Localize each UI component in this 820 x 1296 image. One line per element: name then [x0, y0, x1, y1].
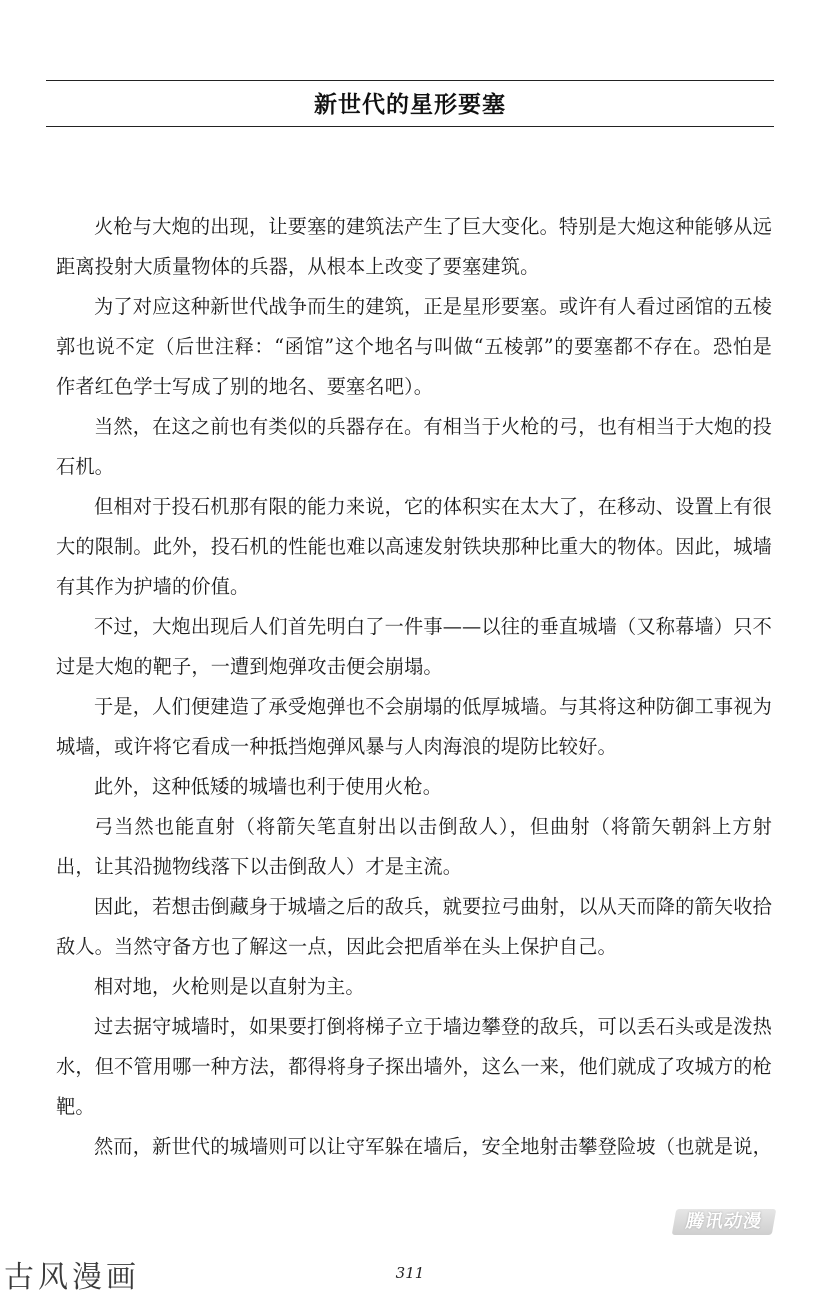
paragraph: 不过，大炮出现后人们首先明白了一件事——以往的垂直城墙（又称幕墙）只不过是大炮的靶子，一遭到炮弹攻击便会崩塌。	[56, 615, 772, 678]
paragraph: 相对地，火枪则是以直射为主。	[94, 975, 365, 998]
paragraph: 但相对于投石机那有限的能力来说，它的体积实在太大了，在移动、设置上有很大的限制。此外，投石机的性能也难以高速发射铁块那种比重大的物体。因此，城墙有其作为护墙的价值。	[56, 495, 772, 598]
paragraph: 此外，这种低矮的城墙也利于使用火枪。	[94, 775, 443, 798]
title-rule-top	[46, 80, 774, 81]
paragraph: 于是，人们便建造了承受炮弹也不会崩塌的低厚城墙。与其将这种防御工事视为城墙，或许将它看成一种抵挡炮弹风暴与人肉海浪的堤防比较好。	[56, 695, 772, 758]
gufeng-manhua-watermark: 古风漫画	[4, 1260, 140, 1295]
paragraph: 因此，若想击倒藏身于城墙之后的敌兵，就要拉弓曲射，以从天而降的箭矢收拾敌人。当然守备方也了解这一点，因此会把盾举在头上保护自己。	[56, 895, 772, 958]
title-rule-bottom	[46, 126, 774, 127]
paragraph: 为了对应这种新世代战争而生的建筑，正是星形要塞。或许有人看过函馆的五棱郭也说不定（后世注释：“函馆”这个地名与叫做“五棱郭”的要塞都不存在。恐怕是作者红色学士写成了别的地名、要塞名吧）。	[56, 295, 772, 398]
body-text	[56, 207, 772, 1167]
paragraph: 然而，新世代的城墙则可以让守军躲在墙后，安全地射击攀登险坡（也就是说，	[94, 1135, 772, 1158]
page-number: 311	[395, 1264, 425, 1282]
tencent-comic-watermark: 腾讯动漫	[672, 1209, 777, 1235]
paragraph: 当然，在这之前也有类似的兵器存在。有相当于火枪的弓，也有相当于大炮的投石机。	[56, 415, 772, 478]
paragraph: 弓当然也能直射（将箭矢笔直射出以击倒敌人），但曲射（将箭矢朝斜上方射出，让其沿抛物线落下以击倒敌人）才是主流。	[56, 815, 772, 878]
paragraph: 过去据守城墙时，如果要打倒将梯子立于墙边攀登的敌兵，可以丢石头或是泼热水，但不管用哪一种方法，都得将身子探出墙外，这么一来，他们就成了攻城方的枪靶。	[56, 1015, 772, 1118]
paragraph: 火枪与大炮的出现，让要塞的建筑法产生了巨大变化。特别是大炮这种能够从远距离投射大质量物体的兵器，从根本上改变了要塞建筑。	[56, 215, 772, 278]
chapter-title: 新世代的星形要塞	[314, 92, 506, 118]
